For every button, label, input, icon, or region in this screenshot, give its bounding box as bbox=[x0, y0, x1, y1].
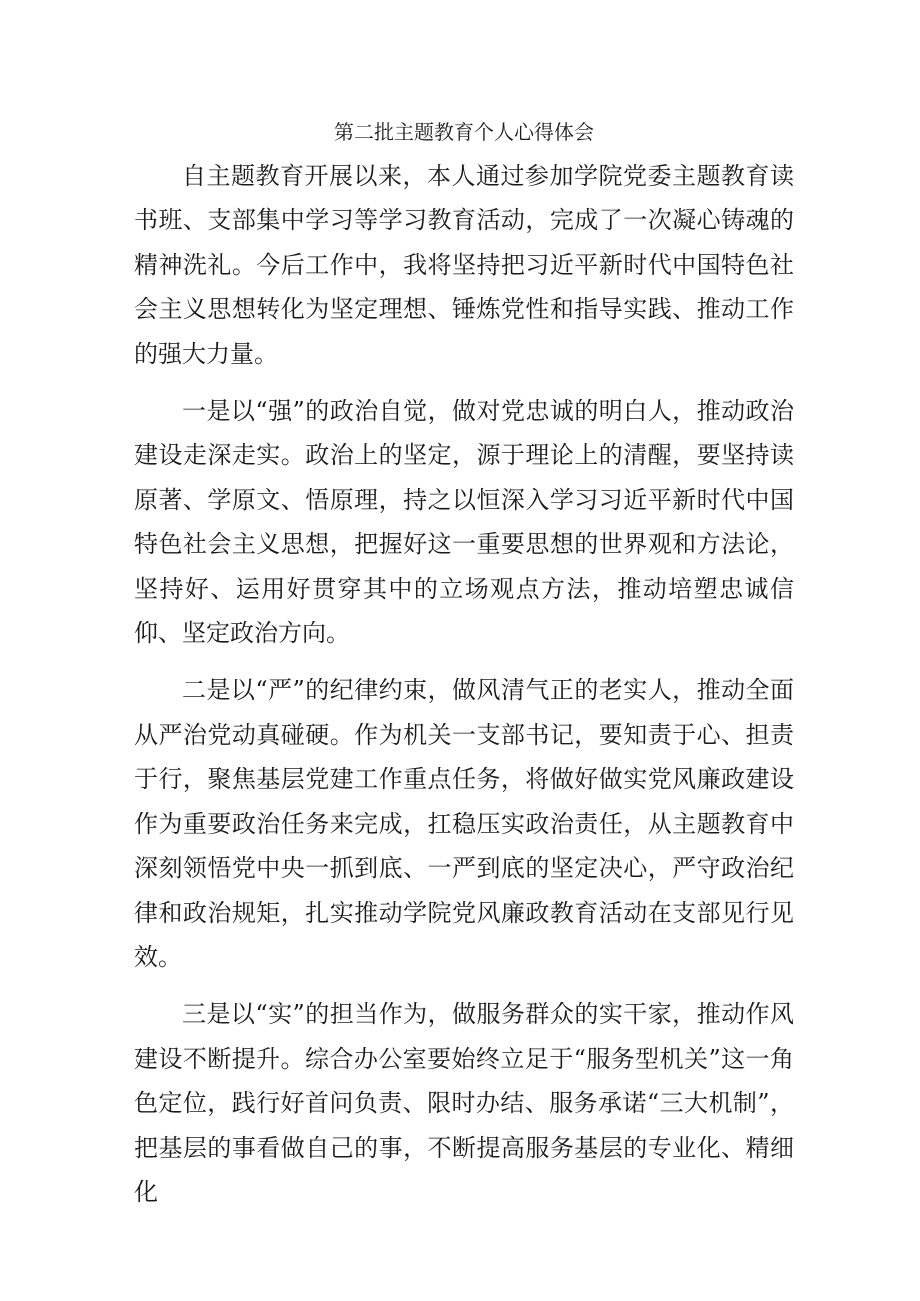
document-body bbox=[134, 112, 794, 1227]
paragraph-point-two: 二是以“严”的纪律约束，做风清气正的老实人，推动全面从严治党动真碰硬。作为机关一支部书记，要知责于心、担责于行，聚焦基层党建工作重点任务，将做好做实党风廉政建设作为重要政治任务来完成，扛稳压实政治责任，从主题教育中深刻领悟党中央一抓到底、一严到底的坚定决心，严守政治纪律和政治规矩，扎实推动学院党风廉政教育活动在支部见行见效。 bbox=[134, 676, 794, 971]
paragraph-point-one: 一是以“强”的政治自觉，做对党忠诚的明白人，推动政治建设走深走实。政治上的坚定，源于理论上的清醒，要坚持读原著、学原文、悟原理，持之以恒深入学习习近平新时代中国特色社会主义思想，把握好这一重要思想的世界观和方法论，坚持好、运用好贯穿其中的立场观点方法，推动培塑忠诚信仰、坚定政治方向。 bbox=[134, 397, 794, 648]
paragraph-intro: 自主题教育开展以来，本人通过参加学院党委主题教育读书班、支部集中学习等学习教育活动，完成了一次凝心铸魂的精神洗礼。今后工作中，我将坚持把习近平新时代中国特色社会主义思想转化为坚定理想、锤炼党性和指导实践、推动工作的强大力量。 bbox=[134, 162, 794, 368]
paragraph-point-three: 三是以“实”的担当作为，做服务群众的实干家，推动作风建设不断提升。综合办公室要始终立足于“服务型机关”这一角色定位，践行好首问负责、限时办结、服务承诺“三大机制”，把基层的事看做自己的事，不断提高服务基层的专业化、精细化 bbox=[134, 1000, 794, 1206]
document-title: 第二批主题教育个人心得体会 bbox=[334, 120, 594, 144]
